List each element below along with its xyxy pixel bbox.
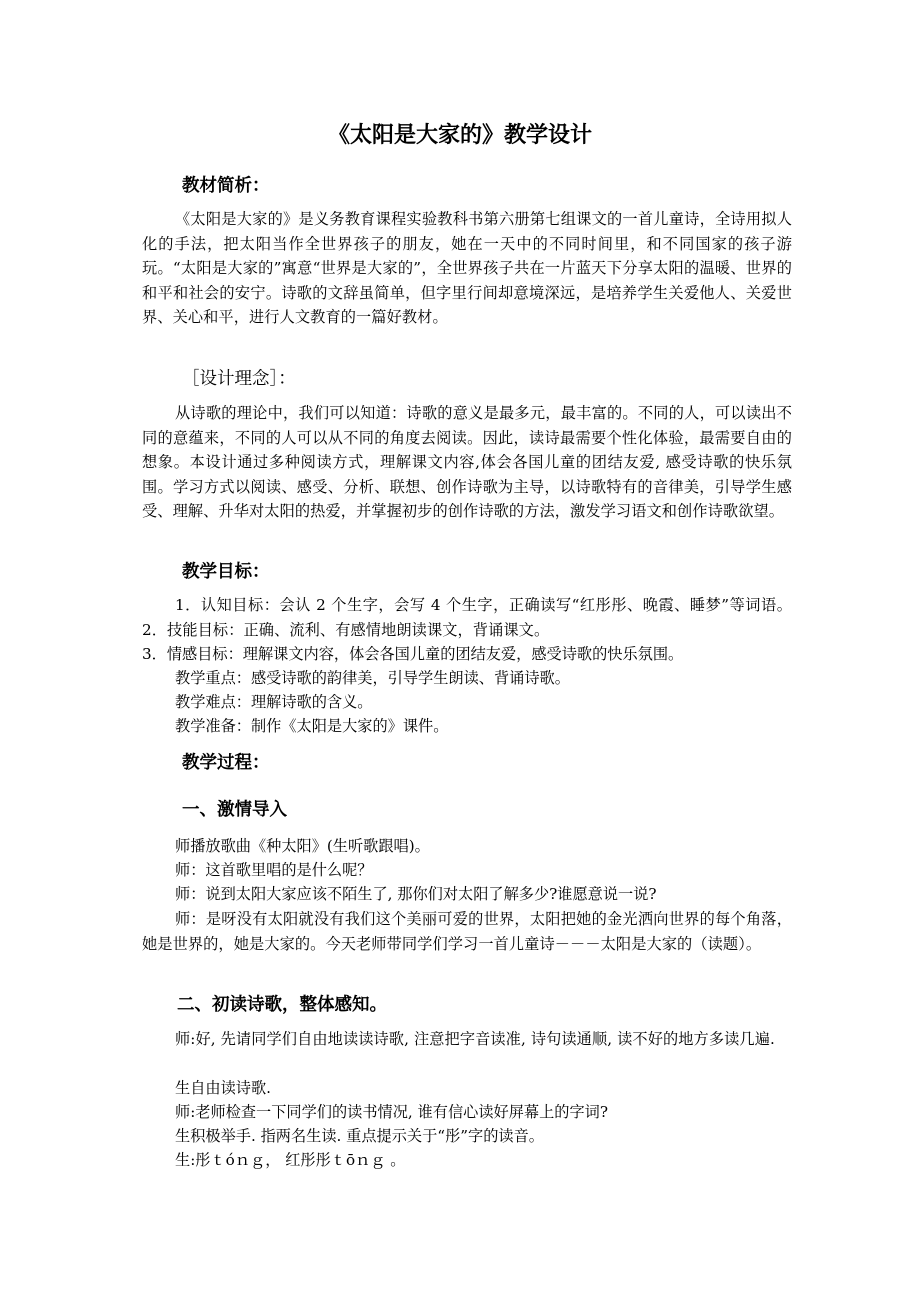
preparation-line: 教学准备：制作《太阳是大家的》课件。 (175, 717, 449, 735)
concept-paragraph: 从诗歌的理论中，我们可以知道：诗歌的意义是最多元，最丰富的。不同的人，可以读出不同的意蕴来，不同的人可以从不同的角度去阅读。因此，读诗最需要个性化体验，最需要自由的想象。本设计通过多种阅读方式，理解课文内容,体会各国儿童的团结友爱, 感受诗歌的快乐氛围。学习方式以阅读、感受、分析、联想、创作诗歌为主导，以诗歌特有的音律美，引导学生感受、理解、升华对太阳的热爱，并掌握初步的创作诗歌的方法，激发学习语文和创作诗歌欲望。 (142, 404, 792, 520)
analysis-paragraph: 《太阳是大家的》是义务教育课程实验教科书第六册第七组课文的一首儿童诗，全诗用拟人化的手法，把太阳当作全世界孩子的朋友，她在一天中的不同时间里，和不同国家的孩子游玩。“太阳是大家的”寓意“世界是大家的”，全世界孩子共在一片蓝天下分享太阳的温暖、世界的和平和社会的安宁。诗歌的文辞虽简单，但字里行间却意境深远，是培养学生关爱他人、关爱世界、关心和平，进行人文教育的一篇好教材。 (142, 210, 792, 326)
analysis-heading: 教材简析： (182, 176, 270, 196)
concept-heading: ［设计理念］： (182, 369, 296, 389)
part2-line-3: 生积极举手. 指两名生读. 重点提示关于“彤”字的读音。 (175, 1127, 544, 1145)
page-title: 《太阳是大家的》教学设计 (327, 123, 592, 148)
part2-line-2: 师:老师检查一下同学们的读书情况, 谁有信心读好屏幕上的字词? (175, 1103, 608, 1121)
part1-line-3: 师：说到太阳大家应该不陌生了, 那你们对太阳了解多少?谁愿意说一说? (175, 885, 657, 903)
part1-paragraph: 师：是呀没有太阳就没有我们这个美丽可爱的世界，太阳把她的金光洒向世界的每个角落，她是世界的，她是大家的。今天老师带同学们学习一首儿童诗－－－太阳是大家的（读题）。 (142, 910, 792, 953)
part2-line-4: 生:彤ｔóｎｇ， 红彤彤ｔōｎｇ 。 (175, 1151, 406, 1169)
part1-line-1: 师播放歌曲《种太阳》(生听歌跟唱)。 (175, 837, 430, 855)
part1-heading: 一、激情导入 (182, 800, 287, 820)
goals-heading: 教学目标： (182, 562, 270, 582)
goals-emotion-line: 3．情感目标：理解课文内容，体会各国儿童的团结友爱，感受诗歌的快乐氛围。 (142, 645, 684, 663)
key-point-line: 教学重点：感受诗歌的韵律美，引导学生朗读、背诵诗歌。 (175, 669, 570, 687)
goals-paragraph: 1．认知目标：会认 2 个生字，会写 4 个生字，正确读写“红彤彤、晚霞、睡梦”等词语。2．技能目标：正确、流利、有感情地朗读课文，背诵课文。 (142, 596, 792, 639)
part2-heading: 二、初读诗歌，整体感知。 (177, 995, 387, 1015)
part2-paragraph: 师:好, 先请同学们自由地读读诗歌, 注意把字音读准, 诗句读通顺, 读不好的地方多读几遍. (175, 1030, 775, 1048)
difficulty-line: 教学难点：理解诗歌的含义。 (175, 693, 373, 711)
part1-line-2: 师：这首歌里唱的是什么呢？ (175, 861, 373, 879)
part2-line-1: 生自由读诗歌. (175, 1079, 271, 1097)
process-heading: 教学过程： (182, 753, 270, 773)
